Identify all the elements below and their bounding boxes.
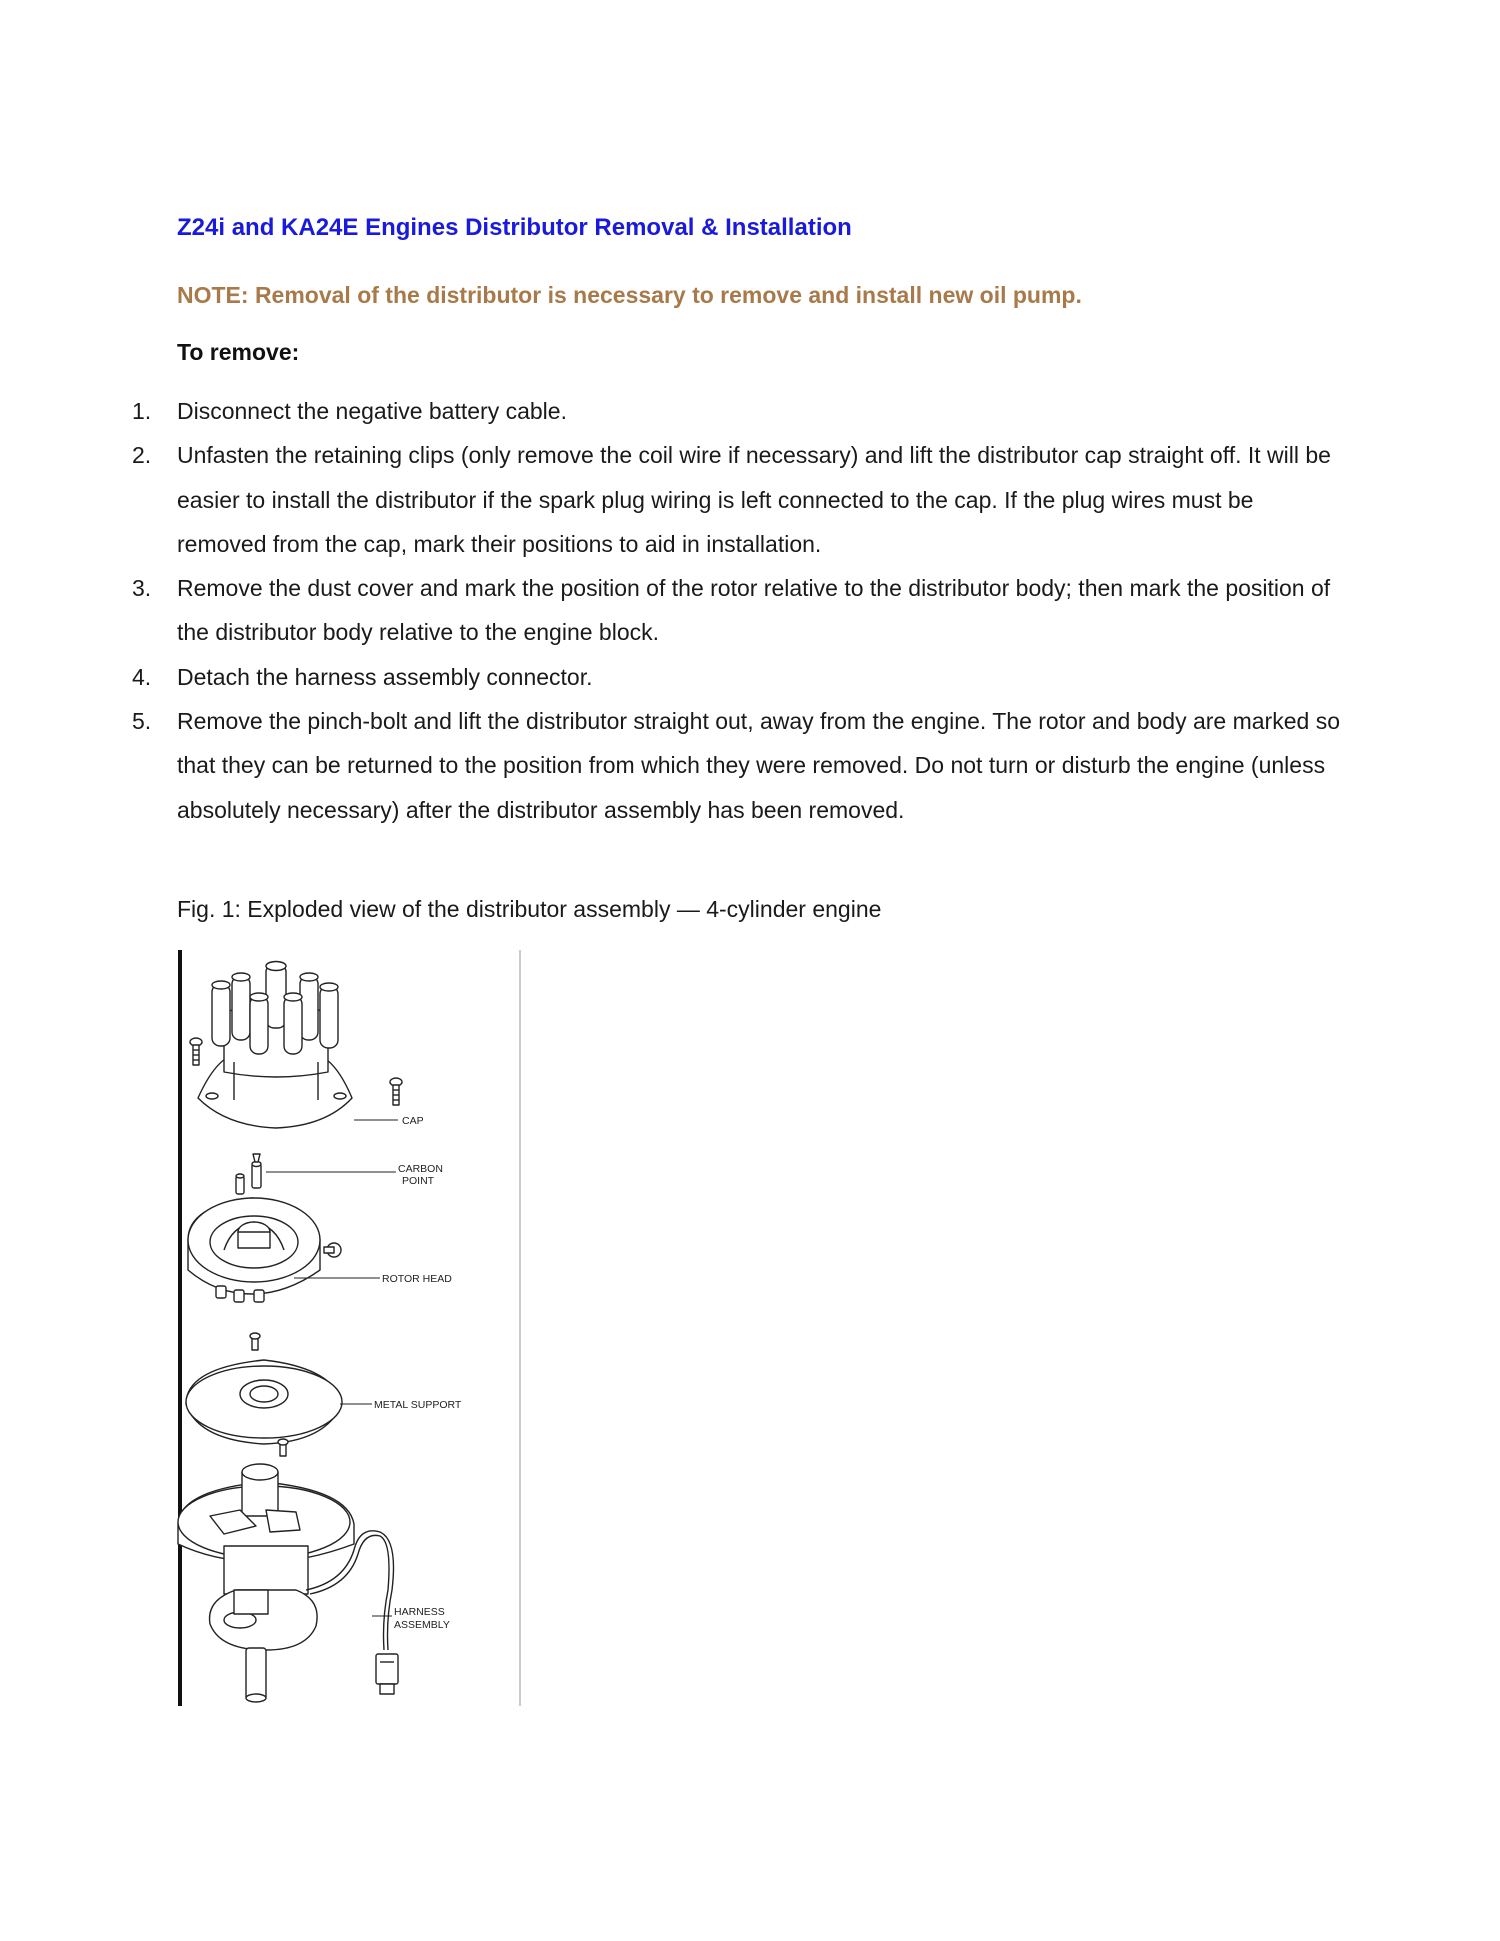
harness-label-2: ASSEMBLY: [394, 1619, 450, 1631]
list-item: [130, 389, 1340, 433]
rotor-head-label: ROTOR HEAD: [382, 1273, 452, 1285]
page-title: Z24i and KA24E Engines Distributor Removal & Installation: [177, 214, 852, 241]
steps-list: [130, 389, 1340, 832]
carbon-point: [236, 1154, 261, 1194]
metal-support: [186, 1333, 342, 1456]
list-item: [130, 655, 1340, 699]
step-number: 1.: [132, 398, 152, 424]
distributor-diagram: [176, 950, 522, 1706]
figure-caption: Fig. 1: Exploded view of the distributor assembly — 4-cylinder engine: [177, 896, 882, 922]
list-item: [130, 566, 1340, 655]
step-number: 4.: [132, 663, 152, 690]
carbon-point-label-2: POINT: [402, 1175, 435, 1187]
figure-left-border: [178, 950, 182, 1706]
list-item: [130, 433, 1340, 566]
distributor-cap: [198, 962, 352, 1129]
step-text: Remove the pinch-bolt and lift the distributor straight out, away from the engine. The rotor and body are marked so that they can be returned to the position from which they were removed. Do not turn or disturb the engine (unless absolutely necessary) after the distributor assembly has been removed.: [177, 708, 1340, 823]
rotor-screw: [324, 1243, 341, 1257]
step-number: 2.: [132, 442, 152, 469]
list-item: [130, 699, 1340, 832]
step-text: Disconnect the negative battery cable.: [177, 398, 567, 424]
cap-screw-left: [190, 1038, 202, 1065]
step-number: 3.: [132, 575, 152, 602]
rotor-head: [188, 1198, 320, 1302]
section-heading: To remove:: [177, 339, 300, 365]
step-text: Unfasten the retaining clips (only remove the coil wire if necessary) and lift the distributor cap straight off. It will be easier to install the distributor if the spark plug wiring is left connected to the cap. If the plug wires must be removed from the cap, mark their positions to aid in installation.: [177, 442, 1331, 557]
step-number: 5.: [132, 708, 152, 735]
carbon-point-label: CARBON: [398, 1163, 443, 1175]
cap-label: CAP: [402, 1115, 424, 1127]
metal-support-label: METAL SUPPORT: [374, 1399, 462, 1411]
step-text: Detach the harness assembly connector.: [177, 663, 593, 690]
note-text: NOTE: Removal of the distributor is necessary to remove and install new oil pump.: [177, 282, 1082, 308]
harness-label: HARNESS: [394, 1606, 445, 1618]
cap-screw-right: [390, 1078, 402, 1105]
step-text: Remove the dust cover and mark the position of the rotor relative to the distributor body; then mark the position of the distributor body relative to the engine block.: [177, 575, 1331, 646]
